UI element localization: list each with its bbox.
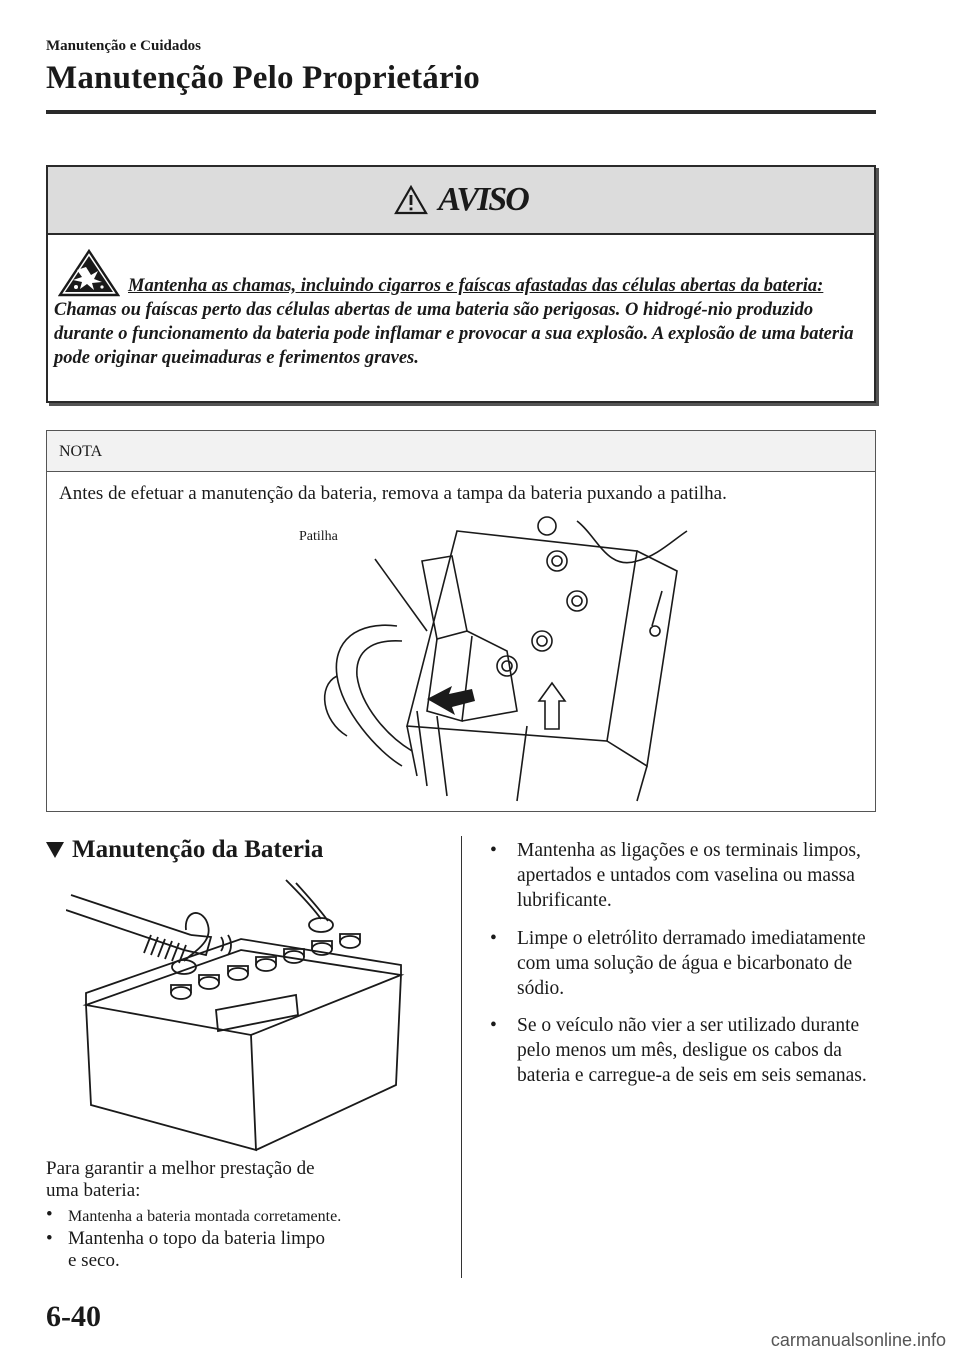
list-item-text: Limpe o eletrólito derramado imediatamente com uma solução de água e bicarbonato de sódio.: [517, 928, 866, 999]
warning-paragraph: [48, 249, 866, 370]
list-item: [46, 1202, 446, 1228]
list-item-text: Mantenha as ligações e os terminais limpos, apertados e untados com vaselina ou massa lubrificante.: [517, 840, 861, 911]
bullet-icon: •: [46, 1204, 53, 1225]
warning-box: [46, 165, 876, 403]
warning-body: [48, 233, 874, 401]
intro-text: [46, 1158, 446, 1272]
explosion-hazard-icon: [58, 249, 120, 297]
list-item-text: Mantenha a bateria montada corretamente.: [68, 1208, 342, 1225]
triangle-marker-icon: [46, 842, 64, 858]
warning-heading: AVISO: [438, 181, 528, 218]
page-title: Manutenção Pelo Proprietário: [46, 60, 480, 96]
page-number: 6-40: [46, 1300, 101, 1333]
list-item-text: Se o veículo não vier a ser utilizado durante pelo menos um mês, desligue os cabos da bateria e carregue-a de seis em seis semanas.: [517, 1015, 867, 1086]
callout-label: Patilha: [299, 529, 338, 544]
bullet-icon: •: [490, 840, 497, 861]
bullet-icon: •: [46, 1228, 53, 1249]
note-text: Antes de efetuar a manutenção da bateria, remova a tampa da bateria puxando a patilha.: [59, 483, 727, 504]
battery-cleaning-illustration: [66, 875, 426, 1155]
bullet-icon: •: [490, 928, 497, 949]
title-divider: [46, 110, 876, 114]
subsection-title: Manutenção da Bateria: [72, 836, 324, 863]
warning-header: [48, 167, 874, 235]
note-box: [46, 430, 876, 812]
intro-line-2: uma bateria:: [46, 1180, 141, 1201]
intro-line-1: Para garantir a melhor prestação de: [46, 1158, 315, 1179]
battery-cover-illustration: [277, 511, 697, 809]
subsection-heading: [46, 836, 323, 864]
warning-text: Chamas ou faíscas perto das células abertas de uma bateria são perigosas. O hidrogé-nio produzido durante o funcionamento da bateria pode inflamar e provocar a sua explosão. A explosão de uma bateria pode originar queimaduras e ferimentos graves.: [54, 300, 854, 368]
warning-lead: Mantenha as chamas, incluindo cigarros e faíscas afastadas das células abertas da bateria:: [128, 276, 824, 296]
watermark: carmanualsonline.info: [770, 1330, 946, 1350]
list-item: [46, 1228, 446, 1250]
warning-triangle-icon: [394, 185, 428, 215]
list-item-continued: [46, 1250, 446, 1272]
column-divider: [461, 836, 462, 1278]
section-label: Manutenção e Cuidados: [46, 38, 202, 54]
note-heading: NOTA: [59, 443, 103, 460]
list-item-text: Mantenha o topo da bateria limpo: [68, 1228, 325, 1249]
list-item-text: e seco.: [68, 1250, 120, 1271]
note-header: [47, 431, 875, 472]
bullet-icon: •: [490, 1015, 497, 1036]
